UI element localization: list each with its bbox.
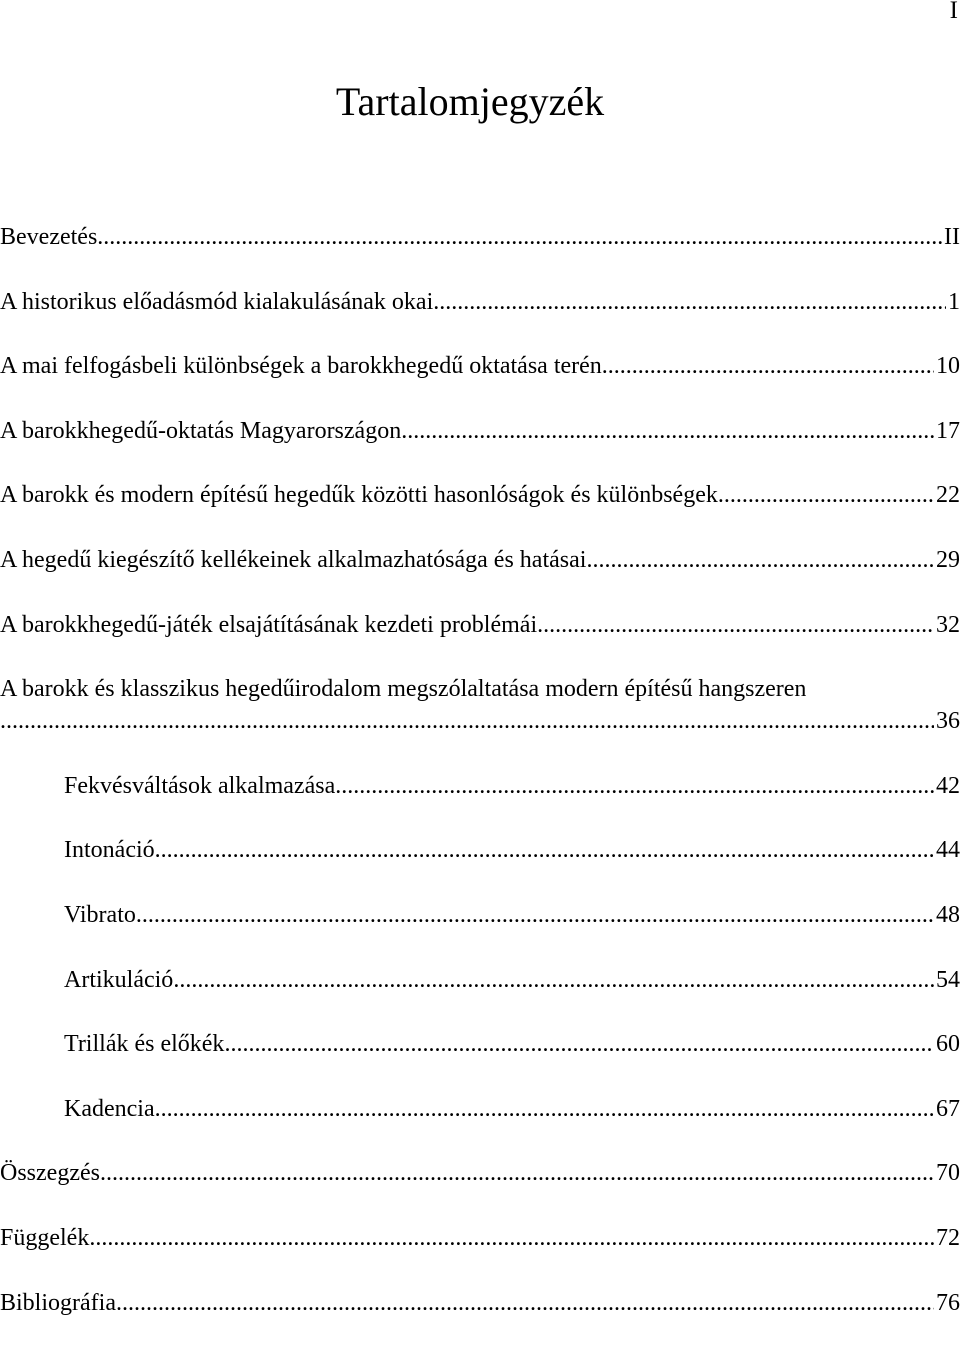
toc-entry[interactable] [0,964,960,996]
toc-entry[interactable] [0,1093,960,1125]
toc-entry-label: Vibrato [64,901,136,928]
toc-dot-leader [433,286,946,318]
toc-dot-leader [116,1287,934,1319]
toc-entry-label: Bevezetés [0,224,98,250]
toc-entry[interactable] [0,899,960,931]
toc-dot-leader [136,899,934,931]
toc-entry[interactable] [0,544,960,576]
toc-dot-leader [602,350,934,382]
toc-entry-label: Intonáció [64,837,155,864]
toc-dot-leader [718,479,934,511]
toc-dot-leader [155,1093,934,1125]
toc-entry[interactable] [0,479,960,511]
toc-entry-page: 76 [936,1289,960,1316]
toc-entry-page: II [944,224,960,250]
toc-dot-leader [155,834,934,866]
toc-entry[interactable] [0,834,960,866]
toc-entry[interactable] [0,609,960,641]
toc-list [0,221,960,1351]
toc-dot-leader [100,1157,934,1189]
toc-entry-label: A barokk és klasszikus hegedűirodalom megszólaltatása modern építésű hangszeren [0,676,807,703]
toc-entry-label: Bibliográfia [0,1289,116,1316]
toc-entry-label: Artikuláció [64,966,174,993]
toc-dot-leader [0,705,934,737]
toc-entry-page: 48 [936,901,960,928]
toc-entry-label: A barokkhegedű-játék elsajátításának kezdeti problémái [0,611,538,638]
toc-entry[interactable] [0,286,960,318]
toc-entry-page: 32 [936,611,960,638]
toc-entry[interactable] [0,770,960,802]
toc-entry-page: 10 [936,353,960,380]
toc-entry-label: Fekvésváltások alkalmazása [64,772,336,799]
toc-entry[interactable] [0,350,960,382]
toc-dot-leader [401,415,934,447]
toc-entry-page: 54 [936,966,960,993]
toc-entry-page: 72 [936,1224,960,1251]
toc-entry[interactable] [0,415,960,447]
toc-entry-label: A barokkhegedű-oktatás Magyarországon [0,417,402,444]
toc-entry[interactable] [0,1287,960,1319]
toc-entry-page: 17 [936,417,960,444]
toc-entry-label: Trillák és előkék [64,1031,225,1058]
toc-entry-page: 44 [936,837,960,864]
toc-entry-label: A historikus előadásmód kialakulásának okai [0,288,434,315]
toc-dot-leader [224,1028,934,1060]
toc-entry[interactable] [0,673,960,737]
toc-entry-page: 22 [936,482,960,509]
toc-dot-leader [97,221,942,253]
toc-dot-leader [537,609,934,641]
toc-entry-page: 36 [936,708,960,735]
toc-title: Tartalomjegyzék [335,79,605,124]
toc-entry[interactable] [0,1157,960,1189]
toc-entry-label: A barokk és modern építésű hegedűk közötti hasonlóságok és különbségek [0,482,718,509]
toc-entry[interactable] [0,1028,960,1060]
toc-dot-leader [173,964,934,996]
toc-entry-page: 67 [936,1095,960,1122]
toc-entry-page: 29 [936,546,960,573]
toc-entry-label: Függelék [0,1224,90,1251]
toc-entry-label: Összegzés [0,1160,100,1187]
toc-entry[interactable] [0,221,960,253]
toc-entry-label: A hegedű kiegészítő kellékeinek alkalmazhatósága és hatásai [0,546,587,573]
page-number: I [949,0,958,24]
toc-entry-label: A mai felfogásbeli különbségek a barokkhegedű oktatása terén [0,353,602,380]
toc-entry[interactable] [0,1222,960,1254]
toc-entry-label: Kadencia [64,1095,155,1122]
toc-entry-page: 60 [936,1031,960,1058]
toc-dot-leader [335,770,934,802]
toc-dot-leader [586,544,934,576]
toc-entry-page: 70 [936,1160,960,1187]
toc-entry-page: 1 [948,288,960,315]
toc-entry-page: 42 [936,772,960,799]
toc-dot-leader [89,1222,934,1254]
